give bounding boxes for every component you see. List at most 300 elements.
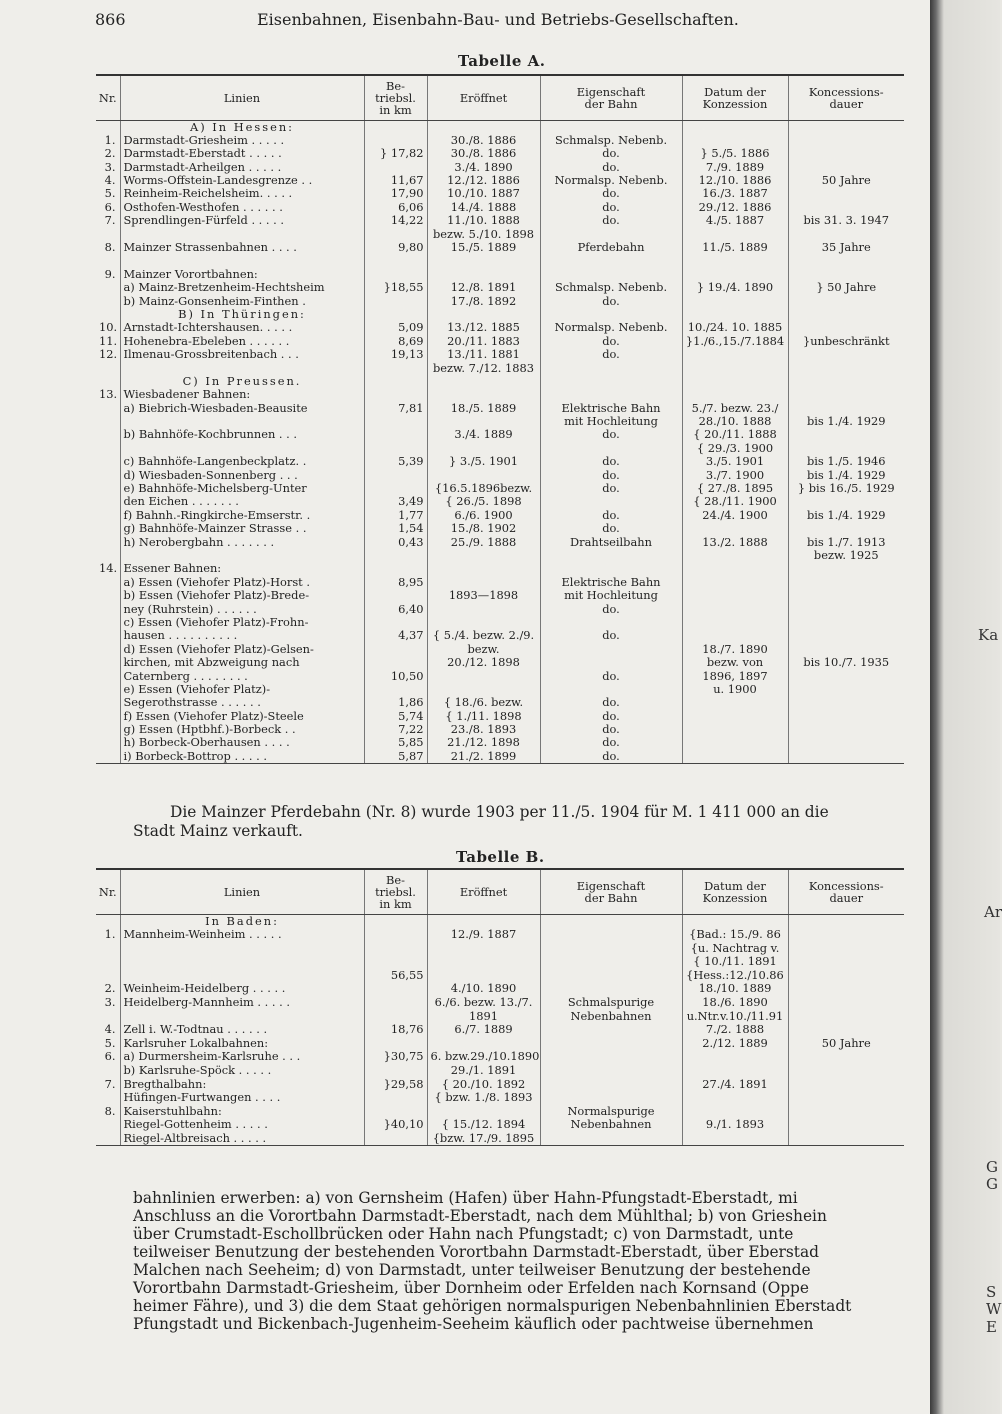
cell-betriebslaenge: 4,37 xyxy=(364,629,427,642)
cell-betriebslaenge xyxy=(364,254,427,267)
cell-linie: f) Bahnh.-Ringkirche-Emserstr. . xyxy=(120,509,364,522)
cell-linie: b) Karlsruhe-Spöck . . . . . xyxy=(120,1064,364,1078)
cell-datum-konzession xyxy=(682,1105,788,1119)
cell-datum-konzession: 28./10. 1888 xyxy=(682,415,788,428)
cell-betriebslaenge: 8,95 xyxy=(364,576,427,589)
adjacent-page-fragment: Ka xyxy=(978,626,999,644)
cell-betriebslaenge xyxy=(364,1105,427,1119)
cell-eigenschaft xyxy=(540,643,682,656)
cell-betriebslaenge: 5,85 xyxy=(364,736,427,749)
note-line-1: Die Mainzer Pferdebahn (Nr. 8) wurde 1903 per 11./5. 1904 für M. 1 411 000 an die xyxy=(170,803,829,821)
table-row xyxy=(96,228,904,241)
cell-eroeffnet: 12./9. 1887 xyxy=(427,928,540,942)
cell-nr xyxy=(96,1132,120,1146)
cell-linie: Osthofen-Westhofen . . . . . . xyxy=(120,201,364,214)
cell-betriebslaenge: 56,55 xyxy=(364,969,427,983)
cell-eigenschaft xyxy=(540,228,682,241)
cell-nr xyxy=(96,576,120,589)
cell-eigenschaft xyxy=(540,955,682,969)
cell-datum-konzession: { 10./11. 1891 xyxy=(682,955,788,969)
cell-datum-konzession: 18./7. 1890 xyxy=(682,643,788,656)
cell-betriebslaenge xyxy=(364,915,427,929)
cell-datum-konzession: 12./10. 1886 xyxy=(682,174,788,187)
cell-eigenschaft: mit Hochleitung xyxy=(540,589,682,602)
cell-betriebslaenge: } 17,82 xyxy=(364,147,427,160)
cell-datum-konzession xyxy=(682,134,788,147)
cell-betriebslaenge xyxy=(364,161,427,174)
cell-betriebslaenge xyxy=(364,589,427,602)
cell-linie: hausen . . . . . . . . . . xyxy=(120,629,364,642)
table-row xyxy=(96,670,904,683)
cell-betriebslaenge: 7,81 xyxy=(364,402,427,415)
cell-eigenschaft: do. xyxy=(540,147,682,160)
cell-betriebslaenge xyxy=(364,134,427,147)
cell-eigenschaft xyxy=(540,254,682,267)
cell-eroeffnet: 25./9. 1888 xyxy=(427,536,540,549)
cell-eroeffnet: { 1./11. 1898 xyxy=(427,710,540,723)
cell-datum-konzession xyxy=(682,348,788,361)
table-row xyxy=(96,254,904,267)
cell-betriebslaenge xyxy=(364,428,427,441)
table-row xyxy=(96,723,904,736)
table-row xyxy=(96,1078,904,1092)
table-row xyxy=(96,321,904,334)
cell-nr xyxy=(96,536,120,549)
cell-eroeffnet: 11./10. 1888 xyxy=(427,214,540,227)
cell-betriebslaenge xyxy=(364,121,427,134)
cell-betriebslaenge xyxy=(364,1037,427,1051)
cell-eigenschaft xyxy=(540,1050,682,1064)
cell-konzessionsdauer: bis 1./7. 1913 xyxy=(788,536,904,549)
cell-konzessionsdauer xyxy=(788,1105,904,1119)
cell-konzessionsdauer xyxy=(788,522,904,535)
cell-konzessionsdauer: bezw. 1925 xyxy=(788,549,904,562)
cell-linie: Ilmenau-Grossbreitenbach . . . xyxy=(120,348,364,361)
cell-datum-konzession xyxy=(682,1132,788,1146)
cell-nr xyxy=(96,969,120,983)
cell-betriebslaenge xyxy=(364,442,427,455)
table-a xyxy=(96,74,904,764)
table-row xyxy=(96,335,904,348)
cell-eigenschaft: Pferdebahn xyxy=(540,241,682,254)
cell-eigenschaft: do. xyxy=(540,750,682,763)
cell-nr xyxy=(96,402,120,415)
adjacent-page-fragment: W xyxy=(986,1300,1002,1318)
cell-datum-konzession xyxy=(682,1050,788,1064)
cell-konzessionsdauer: } bis 16./5. 1929 xyxy=(788,482,904,495)
table-row xyxy=(96,174,904,187)
cell-datum-konzession xyxy=(682,228,788,241)
cell-eigenschaft: Schmalspurige xyxy=(540,996,682,1010)
cell-nr: 3. xyxy=(104,995,116,1010)
table-row xyxy=(96,1132,904,1146)
cell-eroeffnet xyxy=(427,562,540,575)
cell-eigenschaft: do. xyxy=(540,428,682,441)
cell-linie: a) Mainz-Bretzenheim-Hechtsheim xyxy=(120,281,364,294)
cell-nr xyxy=(96,254,120,267)
cell-eigenschaft: Drahtseilbahn xyxy=(540,536,682,549)
cell-datum-konzession xyxy=(682,121,788,134)
cell-konzessionsdauer xyxy=(788,1064,904,1078)
cell-eigenschaft xyxy=(540,388,682,401)
cell-eigenschaft xyxy=(540,442,682,455)
cell-betriebslaenge xyxy=(364,928,427,942)
cell-betriebslaenge: 6,40 xyxy=(364,603,427,616)
cell-linie: Kaiserstuhlbahn: xyxy=(120,1105,364,1119)
cell-eigenschaft: do. xyxy=(540,161,682,174)
cell-konzessionsdauer xyxy=(788,362,904,375)
cell-linie: Bregthalbahn: xyxy=(120,1078,364,1092)
cell-konzessionsdauer xyxy=(788,201,904,214)
cell-eigenschaft: do. xyxy=(540,723,682,736)
cell-nr: 12. xyxy=(99,347,118,362)
cell-eigenschaft xyxy=(540,683,682,696)
cell-nr: 7. xyxy=(104,1076,116,1091)
cell-datum-konzession xyxy=(682,268,788,281)
cell-konzessionsdauer xyxy=(788,428,904,441)
cell-eigenschaft xyxy=(540,308,682,321)
cell-betriebslaenge: 5,09 xyxy=(364,321,427,334)
cell-eroeffnet xyxy=(427,915,540,929)
cell-nr: 1. xyxy=(104,132,116,147)
cell-eroeffnet: 1891 xyxy=(427,1010,540,1024)
cell-linie: c) Essen (Viehofer Platz)-Frohn- xyxy=(120,616,364,629)
cell-nr xyxy=(96,281,120,294)
cell-datum-konzession xyxy=(682,388,788,401)
cell-nr xyxy=(96,442,120,455)
cell-linie: b) Bahnhöfe-Kochbrunnen . . . xyxy=(120,428,364,441)
table-row xyxy=(96,942,904,956)
cell-linie: b) Essen (Viehofer Platz)-Brede- xyxy=(120,589,364,602)
cell-eigenschaft: do. xyxy=(540,710,682,723)
paragraph-line-1: bahnlinien erwerben: a) von Gernsheim (Hafen) über Hahn-Pfungstadt-Eberstadt, mi xyxy=(133,1189,798,1207)
cell-datum-konzession xyxy=(682,696,788,709)
cell-betriebslaenge: 1,86 xyxy=(364,696,427,709)
table-a-caption: Tabelle A. xyxy=(458,52,546,70)
table-row xyxy=(96,415,904,428)
cell-eigenschaft xyxy=(540,121,682,134)
cell-eigenschaft: do. xyxy=(540,522,682,535)
cell-konzessionsdauer xyxy=(788,750,904,763)
cell-eroeffnet xyxy=(427,254,540,267)
cell-eroeffnet xyxy=(427,388,540,401)
cell-linie: e) Essen (Viehofer Platz)- xyxy=(120,683,364,696)
cell-eigenschaft: do. xyxy=(540,187,682,200)
cell-betriebslaenge: 3,49 xyxy=(364,495,427,508)
cell-eigenschaft: Normalsp. Nebenb. xyxy=(540,321,682,334)
cell-nr xyxy=(96,549,120,562)
cell-datum-konzession: 7./2. 1888 xyxy=(682,1023,788,1037)
cell-nr xyxy=(96,683,120,696)
cell-linie xyxy=(120,254,364,267)
cell-datum-konzession xyxy=(682,629,788,642)
table-row xyxy=(96,281,904,294)
cell-konzessionsdauer xyxy=(788,562,904,575)
table-row xyxy=(96,969,904,983)
cell-betriebslaenge xyxy=(364,362,427,375)
page-number: 866 xyxy=(95,10,126,29)
cell-konzessionsdauer xyxy=(788,147,904,160)
cell-eigenschaft: do. xyxy=(540,509,682,522)
cell-datum-konzession: 3./5. 1901 xyxy=(682,455,788,468)
cell-betriebslaenge: }18,55 xyxy=(364,281,427,294)
table-row xyxy=(96,1050,904,1064)
cell-linie: Caternberg . . . . . . . . xyxy=(120,670,364,683)
cell-datum-konzession xyxy=(682,1091,788,1105)
cell-datum-konzession: 4./5. 1887 xyxy=(682,214,788,227)
cell-eroeffnet: 6./6. 1900 xyxy=(427,509,540,522)
cell-nr: 7. xyxy=(104,213,116,228)
cell-betriebslaenge: 6,06 xyxy=(364,201,427,214)
table-row xyxy=(96,161,904,174)
paragraph-line-3: über Crumstadt-Eschollbrücken oder Hahn nach Pfungstadt; c) von Darmstadt, unte xyxy=(133,1225,794,1243)
table-row xyxy=(96,915,904,929)
cell-nr xyxy=(96,915,120,929)
cell-eigenschaft xyxy=(540,982,682,996)
cell-eigenschaft: do. xyxy=(540,295,682,308)
paragraph-line-4: teilweiser Benutzung der bestehenden Vorortbahn Darmstadt-Eberstadt, über Eberstad xyxy=(133,1243,820,1261)
table-row xyxy=(96,1118,904,1132)
cell-betriebslaenge xyxy=(364,228,427,241)
cell-nr: 3. xyxy=(104,159,116,174)
cell-linie: Karlsruher Lokalbahnen: xyxy=(120,1037,364,1051)
cell-linie xyxy=(120,442,364,455)
cell-eroeffnet: 17./8. 1892 xyxy=(427,295,540,308)
cell-datum-konzession xyxy=(682,603,788,616)
cell-eigenschaft xyxy=(540,268,682,281)
table-row xyxy=(96,509,904,522)
cell-datum-konzession: { 29./3. 1900 xyxy=(682,442,788,455)
cell-nr xyxy=(96,428,120,441)
cell-eroeffnet xyxy=(427,576,540,589)
cell-nr xyxy=(96,121,120,134)
cell-eroeffnet xyxy=(427,603,540,616)
cell-konzessionsdauer: bis 10./7. 1935 xyxy=(788,656,904,669)
table-row xyxy=(96,1023,904,1037)
cell-linie: Hüfingen-Furtwangen . . . . xyxy=(120,1091,364,1105)
cell-betriebslaenge xyxy=(364,942,427,956)
cell-datum-konzession: 5./7. bezw. 23./ xyxy=(682,402,788,415)
cell-eigenschaft: do. xyxy=(540,696,682,709)
table-b xyxy=(96,868,904,1146)
table-row xyxy=(96,576,904,589)
table-row xyxy=(96,616,904,629)
table-row xyxy=(96,1091,904,1105)
cell-konzessionsdauer xyxy=(788,710,904,723)
cell-betriebslaenge: 7,22 xyxy=(364,723,427,736)
cell-konzessionsdauer xyxy=(788,121,904,134)
cell-linie: d) Essen (Viehofer Platz)-Gelsen- xyxy=(120,643,364,656)
table-a-header xyxy=(96,75,904,121)
cell-datum-konzession: }1./6.,15./7.1884 xyxy=(682,335,788,348)
cell-konzessionsdauer xyxy=(788,134,904,147)
cell-konzessionsdauer xyxy=(788,576,904,589)
cell-linie xyxy=(120,955,364,969)
cell-nr xyxy=(96,415,120,428)
col-datum-konzession: Datum der Konzession xyxy=(682,75,788,121)
cell-konzessionsdauer xyxy=(788,1023,904,1037)
cell-eroeffnet: 4./10. 1890 xyxy=(427,982,540,996)
cell-datum-konzession xyxy=(682,562,788,575)
cell-datum-konzession: } 5./5. 1886 xyxy=(682,147,788,160)
cell-datum-konzession xyxy=(682,576,788,589)
cell-datum-konzession: {Bad.: 15./9. 86 xyxy=(682,928,788,942)
cell-datum-konzession: 3./7. 1900 xyxy=(682,469,788,482)
cell-eroeffnet xyxy=(427,415,540,428)
cell-betriebslaenge: 5,39 xyxy=(364,455,427,468)
table-row xyxy=(96,442,904,455)
cell-linie: Wiesbadener Bahnen: xyxy=(120,388,364,401)
cell-eroeffnet: 6./6. bezw. 13./7. xyxy=(427,996,540,1010)
table-row xyxy=(96,134,904,147)
cell-betriebslaenge: 5,74 xyxy=(364,710,427,723)
cell-konzessionsdauer xyxy=(788,295,904,308)
cell-nr xyxy=(96,1091,120,1105)
adjacent-page-fragment: G xyxy=(986,1158,998,1176)
cell-eroeffnet: 30./8. 1886 xyxy=(427,147,540,160)
cell-betriebslaenge xyxy=(364,1132,427,1146)
cell-betriebslaenge xyxy=(364,268,427,281)
cell-konzessionsdauer xyxy=(788,696,904,709)
cell-linie: Worms-Offstein-Landesgrenze . . xyxy=(120,174,364,187)
table-row xyxy=(96,603,904,616)
paragraph-line-2: Anschluss an die Vorortbahn Darmstadt-Eberstadt, nach dem Mühlthal; b) von Grieshein xyxy=(133,1207,827,1225)
cell-eroeffnet: 30./8. 1886 xyxy=(427,134,540,147)
col-eroeffnet: Eröffnet xyxy=(427,75,540,121)
cell-datum-konzession: 27./4. 1891 xyxy=(682,1078,788,1092)
cell-eroeffnet xyxy=(427,955,540,969)
table-row xyxy=(96,388,904,401)
cell-eroeffnet: 13./11. 1881 xyxy=(427,348,540,361)
cell-eroeffnet xyxy=(427,969,540,983)
cell-linie: Reinheim-Reichelsheim. . . . . xyxy=(120,187,364,200)
cell-eigenschaft: do. xyxy=(540,201,682,214)
cell-linie: Sprendlingen-Fürfeld . . . . . xyxy=(120,214,364,227)
table-b-caption: Tabelle B. xyxy=(456,848,545,866)
cell-eroeffnet: { 20./10. 1892 xyxy=(427,1078,540,1092)
cell-eroeffnet: 21./12. 1898 xyxy=(427,736,540,749)
cell-datum-konzession: bezw. von xyxy=(682,656,788,669)
cell-konzessionsdauer xyxy=(788,187,904,200)
cell-nr: 8. xyxy=(104,1103,116,1118)
cell-linie: Mannheim-Weinheim . . . . . xyxy=(120,928,364,942)
cell-nr xyxy=(96,696,120,709)
cell-eroeffnet xyxy=(427,942,540,956)
cell-konzessionsdauer: 50 Jahre xyxy=(788,174,904,187)
cell-nr xyxy=(96,482,120,495)
cell-linie: g) Essen (Hptbhf.)-Borbeck . . xyxy=(120,723,364,736)
table-row xyxy=(96,1064,904,1078)
cell-konzessionsdauer xyxy=(788,928,904,942)
cell-nr xyxy=(96,1118,120,1132)
cell-eroeffnet xyxy=(427,442,540,455)
cell-datum-konzession xyxy=(682,589,788,602)
table-row xyxy=(96,268,904,281)
cell-eigenschaft: Schmalsp. Nebenb. xyxy=(540,134,682,147)
cell-eroeffnet: {bzw. 17./9. 1895 xyxy=(427,1132,540,1146)
cell-datum-konzession: {Hess.:12./10.86 xyxy=(682,969,788,983)
table-row xyxy=(96,482,904,495)
cell-nr xyxy=(96,603,120,616)
cell-konzessionsdauer xyxy=(788,616,904,629)
cell-konzessionsdauer xyxy=(788,955,904,969)
cell-linie: Darmstadt-Arheilgen . . . . . xyxy=(120,161,364,174)
paragraph-line-8: Pfungstadt und Bickenbach-Jugenheim-Seeheim käuflich oder pachtweise übernehmen xyxy=(133,1315,814,1333)
cell-eigenschaft xyxy=(540,495,682,508)
cell-konzessionsdauer xyxy=(788,442,904,455)
cell-betriebslaenge: 10,50 xyxy=(364,670,427,683)
table-row xyxy=(96,710,904,723)
table-row xyxy=(96,522,904,535)
cell-datum-konzession xyxy=(682,375,788,388)
cell-nr xyxy=(96,469,120,482)
cell-eroeffnet: 10./10. 1887 xyxy=(427,187,540,200)
cell-linie: i) Borbeck-Bottrop . . . . . xyxy=(120,750,364,763)
cell-nr: 4. xyxy=(104,1022,116,1037)
cell-konzessionsdauer xyxy=(788,1050,904,1064)
cell-datum-konzession: 11./5. 1889 xyxy=(682,241,788,254)
cell-nr: 9. xyxy=(104,266,116,281)
cell-konzessionsdauer xyxy=(788,402,904,415)
cell-eigenschaft xyxy=(540,915,682,929)
cell-nr: 1. xyxy=(104,927,116,942)
cell-linie: Darmstadt-Griesheim . . . . . xyxy=(120,134,364,147)
cell-eigenschaft xyxy=(540,1132,682,1146)
cell-nr xyxy=(96,522,120,535)
cell-linie: B) In Thüringen: xyxy=(120,308,364,321)
col-eigenschaft: Eigenschaft der Bahn xyxy=(540,75,682,121)
cell-linie: Riegel-Altbreisach . . . . . xyxy=(120,1132,364,1146)
table-row xyxy=(96,295,904,308)
cell-linie: f) Essen (Viehofer Platz)-Steele xyxy=(120,710,364,723)
cell-datum-konzession: u.Ntr.v.10./11.91 xyxy=(682,1010,788,1024)
cell-linie: Weinheim-Heidelberg . . . . . xyxy=(120,982,364,996)
note-line-2: Stadt Mainz verkauft. xyxy=(133,822,303,840)
cell-konzessionsdauer: bis 1./4. 1929 xyxy=(788,415,904,428)
table-row xyxy=(96,214,904,227)
cell-konzessionsdauer xyxy=(788,228,904,241)
cell-betriebslaenge xyxy=(364,982,427,996)
cell-datum-konzession: u. 1900 xyxy=(682,683,788,696)
cell-betriebslaenge xyxy=(364,955,427,969)
cell-eroeffnet xyxy=(427,670,540,683)
cell-datum-konzession xyxy=(682,295,788,308)
cell-konzessionsdauer xyxy=(788,1091,904,1105)
cell-betriebslaenge xyxy=(364,415,427,428)
cell-linie: In Baden: xyxy=(120,915,364,929)
cell-datum-konzession: {u. Nachtrag v. xyxy=(682,942,788,956)
cell-betriebslaenge xyxy=(364,562,427,575)
cell-betriebslaenge: }29,58 xyxy=(364,1078,427,1092)
cell-linie: ney (Ruhrstein) . . . . . . xyxy=(120,603,364,616)
col-betriebslaenge: Be- triebsl. in km xyxy=(364,869,427,915)
cell-eroeffnet xyxy=(427,1105,540,1119)
cell-nr xyxy=(96,362,120,375)
cell-datum-konzession: { 27./8. 1895 xyxy=(682,482,788,495)
cell-datum-konzession: 10./24. 10. 1885 xyxy=(682,321,788,334)
cell-linie xyxy=(120,1010,364,1024)
cell-konzessionsdauer xyxy=(788,643,904,656)
cell-konzessionsdauer: bis 1./5. 1946 xyxy=(788,455,904,468)
cell-eigenschaft xyxy=(540,969,682,983)
cell-eigenschaft: Nebenbahnen xyxy=(540,1010,682,1024)
adjacent-page-fragment: G xyxy=(986,1175,998,1193)
cell-eroeffnet: { bzw. 1./8. 1893 xyxy=(427,1091,540,1105)
cell-eroeffnet: 6. bzw.29./10.1890 xyxy=(427,1050,540,1064)
cell-betriebslaenge xyxy=(364,549,427,562)
cell-eigenschaft xyxy=(540,362,682,375)
cell-eroeffnet xyxy=(427,308,540,321)
